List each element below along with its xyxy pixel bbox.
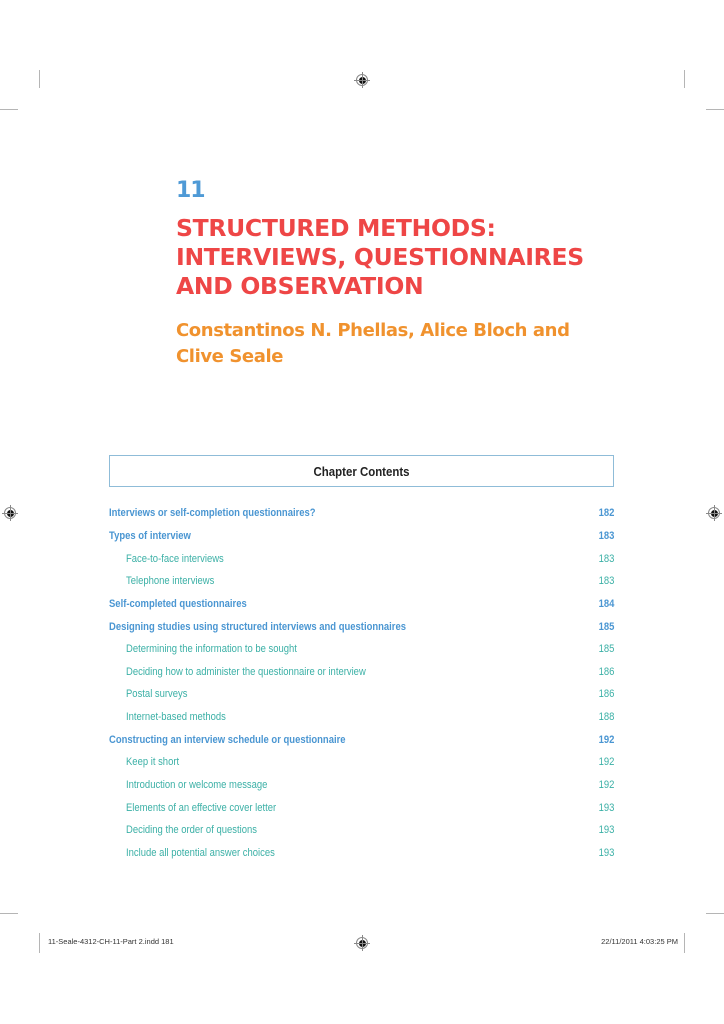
registration-mark-icon <box>356 937 368 949</box>
chapter-authors <box>176 318 616 370</box>
chapter-contents-heading: Chapter Contents <box>313 463 410 479</box>
crop-mark-bottom-left-horizontal <box>0 913 18 914</box>
crop-mark-top-left-vertical <box>39 70 40 88</box>
chapter-title-line: INTERVIEWS, QUESTIONNAIRES <box>176 243 584 271</box>
toc-entry-page: 182 <box>598 507 614 520</box>
chapter-contents-box <box>109 455 614 487</box>
toc-entry-page: 192 <box>598 733 614 746</box>
registration-mark-icon <box>356 74 368 86</box>
toc-entry[interactable] <box>109 593 614 616</box>
toc-entry[interactable] <box>109 683 614 706</box>
toc-entry-page: 185 <box>598 620 614 633</box>
toc-entry[interactable] <box>109 706 614 729</box>
toc-entry-label: Introduction or welcome message <box>126 779 268 791</box>
authors-line: Clive Seale <box>176 346 284 367</box>
toc-entry-page: 183 <box>598 552 614 565</box>
toc-entry-page: 185 <box>598 643 614 656</box>
crop-mark-top-left-horizontal <box>0 109 18 110</box>
chapter-number: 11 <box>176 178 205 203</box>
toc-entry-label: Deciding how to administer the questionnaire or interview <box>126 665 366 678</box>
toc-entry[interactable] <box>109 638 614 661</box>
crop-mark-bottom-right-horizontal <box>706 913 724 914</box>
toc-entry-page: 192 <box>598 756 614 769</box>
toc-entry-page: 183 <box>598 575 614 588</box>
toc-entry-label: Internet-based methods <box>126 711 226 724</box>
toc-entry[interactable] <box>109 570 614 593</box>
crop-mark-top-right-vertical <box>684 70 685 88</box>
toc-entry[interactable] <box>109 774 614 797</box>
toc-entry-label: Deciding the order of questions <box>126 824 257 837</box>
toc-entry-label: Elements of an effective cover letter <box>126 801 277 814</box>
toc-entry-label: Constructing an interview schedule or questionnaire <box>109 733 346 746</box>
toc-entry-page: 186 <box>598 665 614 678</box>
toc-entry[interactable] <box>109 796 614 819</box>
toc-entry-page: 188 <box>598 711 614 724</box>
toc-entry-label: Face-to-face interviews <box>126 552 224 565</box>
toc-entry[interactable] <box>109 751 614 774</box>
registration-mark-icon <box>708 507 720 519</box>
toc-entry[interactable] <box>109 525 614 548</box>
toc-entry[interactable] <box>109 819 614 842</box>
footer-file-info: 11-Seale-4312-CH-11-Part 2.indd 181 <box>48 937 174 946</box>
toc-entry[interactable] <box>109 547 614 570</box>
table-of-contents <box>109 502 614 864</box>
crop-mark-top-right-horizontal <box>706 109 724 110</box>
crop-mark-bottom-right-vertical <box>684 933 685 953</box>
toc-entry-label: Types of interview <box>109 529 191 542</box>
chapter-title-line: STRUCTURED METHODS: <box>176 214 496 242</box>
toc-entry-label: Self-completed questionnaires <box>109 597 247 610</box>
toc-entry-label: Keep it short <box>126 756 180 769</box>
toc-entry-page: 184 <box>598 597 614 610</box>
toc-entry[interactable] <box>109 660 614 683</box>
toc-entry[interactable] <box>109 842 614 865</box>
toc-entry-page: 186 <box>598 688 614 701</box>
toc-entry[interactable] <box>109 728 614 751</box>
toc-entry-page: 193 <box>598 824 614 837</box>
chapter-title <box>176 214 646 301</box>
toc-entry-label: Telephone interviews <box>126 575 215 588</box>
registration-mark-icon <box>4 507 16 519</box>
toc-entry-label: Designing studies using structured interviews and questionnaires <box>109 620 407 633</box>
authors-line: Constantinos N. Phellas, Alice Bloch and <box>176 320 570 341</box>
toc-entry-page: 193 <box>598 801 614 814</box>
toc-entry-label: Include all potential answer choices <box>126 846 275 859</box>
toc-entry-label: Determining the information to be sought <box>126 643 297 656</box>
toc-entry-page: 192 <box>598 779 614 791</box>
chapter-title-line: AND OBSERVATION <box>176 272 424 300</box>
toc-entry-label: Interviews or self-completion questionnaires? <box>109 507 316 520</box>
footer-timestamp: 22/11/2011 4:03:25 PM <box>601 937 678 946</box>
toc-entry-page: 183 <box>598 529 614 542</box>
toc-entry-label: Postal surveys <box>126 688 188 701</box>
toc-entry[interactable] <box>109 502 614 525</box>
toc-entry-page: 193 <box>598 846 614 859</box>
crop-mark-bottom-left-vertical <box>39 933 40 953</box>
toc-entry[interactable] <box>109 615 614 638</box>
